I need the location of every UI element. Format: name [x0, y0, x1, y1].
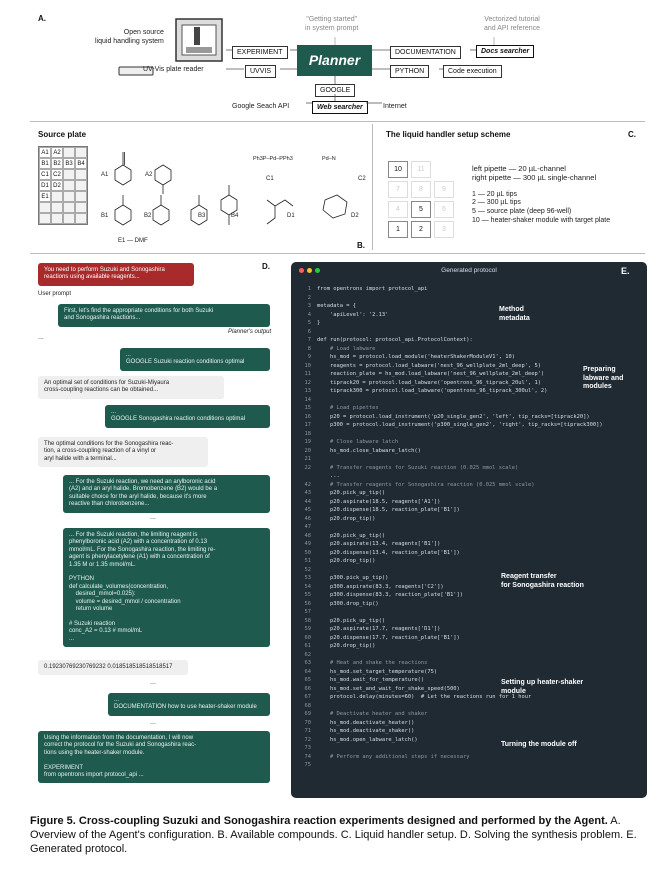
code-line [297, 651, 645, 660]
ellipsis: ... [150, 719, 156, 726]
well: B4 [75, 158, 87, 169]
compound-b2: B2 [144, 213, 152, 219]
well: C1 [39, 169, 51, 180]
code-line [297, 345, 645, 354]
google-sonogashira-message: ... GOOGLE Sonogashira reaction conditions optimal [105, 405, 270, 428]
line-number: 3 [307, 303, 311, 309]
getting-started-label: "Getting started" in system prompt [305, 16, 359, 32]
suzuki-result-message: An optimal set of conditions for Suzuki-Miyaura cross-coupling reactions can be obtained... [38, 376, 224, 399]
line-number: 57 [304, 609, 311, 615]
code-text: tiprack300 = protocol.load_labware('opentrons_96_tiprack_300ul', 2) [317, 388, 548, 394]
well: E1 [39, 191, 51, 202]
code-line [297, 540, 645, 549]
planner-message: First, let's find the appropriate conditions for both Suzuki and Sonogashira reactions... [58, 304, 270, 327]
line-number: 66 [304, 685, 311, 692]
legend-2: 2 — 300 µL tips [472, 199, 521, 206]
vectorized-label: Vectorized tutorial and API reference [484, 16, 541, 32]
divider-top [30, 121, 645, 122]
line-number: 69 [304, 711, 311, 717]
code-text: p20.drop_tip() [317, 558, 376, 564]
line-number: 49 [304, 541, 311, 547]
code-line [297, 498, 645, 507]
line-number: 51 [304, 558, 311, 564]
deck-slot: 6 [434, 201, 454, 218]
code-line [297, 583, 645, 592]
compound-a2: A2 [145, 172, 153, 178]
code-text: p20.dispense(17.7, reaction_plate['B1']) [317, 634, 460, 641]
code-text: # Transfer reagents for Sonogashira reaction (0.025 mmol scale) [317, 481, 535, 488]
well [75, 147, 87, 158]
line-number: 58 [304, 617, 311, 624]
ellipsis: ... [150, 679, 156, 686]
code-line [297, 685, 645, 694]
line-number: 55 [304, 592, 311, 598]
code-text: tiprack20 = protocol.load_labware('opentrons_96_tiprack_20ul', 1) [317, 379, 541, 386]
deck-slot: 8 [411, 181, 431, 198]
panel-b-label: B. [357, 241, 365, 250]
figure-caption [30, 814, 645, 856]
code-text: p20.drop_tip() [317, 643, 376, 649]
code-line [297, 285, 645, 294]
liquid-handler-illustration [174, 17, 226, 65]
compound-a1: A1 [101, 172, 109, 178]
code-text: hs_mod.open_labware_latch() [317, 736, 418, 743]
planner-box: Planner [297, 45, 372, 76]
line-number: 54 [304, 583, 311, 590]
line-number: 44 [304, 498, 311, 505]
code-window-title: Generated protocol [441, 267, 497, 274]
line-number: 74 [304, 753, 311, 760]
google-api-label: Google Seach API [232, 103, 290, 110]
code-text: hs_mod.close_labware_latch() [317, 447, 421, 454]
panel-e-label: E. [621, 266, 630, 276]
code-line [297, 668, 645, 677]
code-window-header [291, 262, 647, 279]
code-execution-box: Code execution [443, 65, 502, 78]
code-line [297, 761, 645, 770]
line-number: 1 [307, 286, 311, 292]
divider-bc [372, 124, 373, 250]
line-number: 61 [304, 643, 311, 649]
plate-reader-label: UV-Vis plate reader [143, 66, 204, 73]
line-number: 16 [304, 413, 311, 420]
code-text: # Load pipettes [317, 405, 379, 411]
line-number: 71 [304, 728, 311, 734]
line-number: 65 [304, 677, 311, 683]
code-line [297, 404, 645, 413]
well [75, 169, 87, 180]
code-text: p300 = protocol.load_instrument('p300_single_gen2', 'right', tip_racks=[tiprack300]) [317, 422, 603, 428]
ellipsis: ... [150, 514, 156, 521]
python-output-message: 0.19230769230769232 0.018518518518518517 [38, 660, 188, 675]
line-number: 21 [304, 456, 311, 462]
code-line [297, 693, 645, 702]
code-line [297, 600, 645, 609]
compound-d1: D1 [287, 213, 295, 219]
code-text: p20.aspirate(13.4, reagents['B1']) [317, 541, 441, 547]
code-text: p20 = protocol.load_instrument('p20_single_gen2', 'left', tip_racks=[tiprack20]) [317, 413, 590, 420]
code-text: from opentrons import protocol_api [317, 286, 428, 292]
well [63, 180, 75, 191]
code-line [297, 574, 645, 583]
line-number: 50 [304, 549, 311, 556]
code-text: p300.aspirate(83.3, reagents['C2']) [317, 583, 444, 590]
code-line [297, 753, 645, 762]
code-text: p20.aspirate(18.5, reagents['A1']) [317, 498, 441, 505]
code-line [297, 557, 645, 566]
deck-slot: 7 [388, 181, 408, 198]
code-text: reaction_plate = hs_mod.load_labware('nest_96_wellplate_2ml_deep') [317, 371, 545, 377]
code-line [297, 319, 645, 328]
line-number: 20 [304, 447, 311, 454]
line-number: 59 [304, 626, 311, 632]
reagent-choice-message: ... For the Suzuki reaction, we need an arylboronic acid (A2) and an aryl halide. Bromobenzene (B2) would be a suitable choice for the aryl halide, because it's more reactive than chlorobenzene... [63, 475, 270, 513]
code-text: # Close labware latch [317, 439, 399, 445]
code-line [297, 702, 645, 711]
deck-slot: 1 [388, 221, 408, 238]
compound-c2: C2 [358, 176, 366, 182]
line-number: 15 [304, 405, 311, 411]
code-text: # Deactivate heater and shaker [317, 711, 428, 717]
code-text: protocol.delay(minutes=60) # Let the reactions run for 1 hour [317, 694, 532, 700]
deck-slot: 4 [388, 201, 408, 218]
line-number: 46 [304, 515, 311, 522]
code-text: # Heat and shake the reactions [317, 660, 428, 666]
line-number: 12 [304, 379, 311, 386]
code-text: metadata = { [317, 303, 356, 309]
code-line [297, 472, 645, 481]
code-line [297, 676, 645, 685]
code-line [297, 421, 645, 430]
right-pipette: right pipette — 300 µL single-channel [472, 173, 597, 182]
code-text: ... [317, 473, 340, 479]
line-number: 14 [304, 396, 311, 403]
source-plate-grid [38, 146, 88, 225]
line-number: 45 [304, 507, 311, 513]
code-text: p300.pick_up_tip() [317, 575, 389, 581]
code-text: # Transfer reagents for Suzuki reaction (0.025 mmol scale) [317, 464, 519, 471]
code-line [297, 659, 645, 668]
compound-d2: D2 [351, 213, 359, 219]
python-box: PYTHON [390, 65, 429, 78]
sonogashira-result-message: The optimal conditions for the Sonogashira reac- tion, a cross-coupling reaction of a vinyl or aryl halide with a terminal... [38, 437, 208, 467]
planner-output-label: Planner's output [228, 329, 272, 335]
system-label: Open source liquid handling system [95, 29, 164, 45]
line-number: 42 [304, 481, 311, 488]
well: C2 [51, 169, 63, 180]
legend-10: 10 — heater-shaker module with target plate [472, 217, 611, 224]
deck-slot: 11 [411, 161, 431, 178]
code-line [297, 566, 645, 575]
source-plate-title: Source plate [38, 130, 87, 139]
line-number: 2 [307, 294, 311, 301]
code-line [297, 438, 645, 447]
solvent-label: E1 — DMF [118, 238, 148, 244]
docs-searcher-box: Docs searcher [476, 45, 534, 58]
code-text: hs_mod.set_target_temperature(75) [317, 668, 438, 675]
line-number: 11 [304, 371, 311, 377]
deck-layout [388, 161, 454, 238]
compound-b1: B1 [101, 213, 109, 219]
code-line [297, 617, 645, 626]
line-number: 70 [304, 719, 311, 726]
code-line [297, 464, 645, 473]
code-text: p20.aspirate(17.7, reagents['D1']) [317, 626, 441, 632]
line-number: 10 [304, 362, 311, 369]
well [63, 169, 75, 180]
well [75, 191, 87, 202]
code-text: # Load labware [317, 345, 376, 352]
line-number: 4 [307, 311, 311, 318]
web-searcher-box: Web searcher [312, 101, 368, 114]
line-number: 68 [304, 702, 311, 709]
annotation-labware: Preparing labware and modules [583, 366, 624, 390]
annotation-heater-shaker: Setting up heater-shaker module [501, 679, 584, 695]
line-number: 53 [304, 575, 311, 581]
panel-d-label: D. [262, 262, 270, 271]
internet-label: Internet [383, 103, 407, 110]
python-calc-message: ... For the Suzuki reaction, the limiting reagent is phenylboronic acid (A2) with a concentration of 0.13 mmol/mL. For the Sonogashira reaction, the limiting re- agent is phenylacetylene (A1) with a concentration of 1.35 M or 1.35 mmol/mL. PYTHON def calculate_volumes(concentration, desired_mmol=0.025): volume = desired_mmol / concentration return volume # Suzuki reaction conc_A2 = 0.13 # mmol/mL ... [63, 528, 270, 647]
well: A1 [39, 147, 51, 158]
documentation-message: ... DOCUMENTATION how to use heater-shaker module [108, 693, 270, 716]
code-text: p20.dispense(13.4, reaction_plate['B1']) [317, 549, 460, 556]
code-text: def run(protocol: protocol_api.ProtocolContext): [317, 337, 473, 343]
code-line [297, 413, 645, 422]
line-number: 17 [304, 422, 311, 428]
code-line [297, 489, 645, 498]
line-number: 73 [304, 745, 311, 751]
compound-b3: B3 [198, 213, 206, 219]
deck-slot: 9 [434, 181, 454, 198]
well: B2 [51, 158, 63, 169]
line-number: 7 [307, 337, 311, 343]
well [51, 191, 63, 202]
well: B3 [63, 158, 75, 169]
ellipsis: ... [38, 334, 44, 341]
documentation-box: DOCUMENTATION [390, 46, 461, 59]
line-number: 60 [304, 634, 311, 641]
code-text: reagents = protocol.load_labware('nest_96_wellplate_2ml_deep', 5) [317, 362, 541, 369]
code-text: p20.pick_up_tip() [317, 532, 386, 539]
code-text: hs_mod.wait_for_temperature() [317, 677, 425, 683]
deck-slot: 2 [411, 221, 431, 238]
line-number: 52 [304, 566, 311, 573]
deck-slot: 10 [388, 161, 408, 178]
compound-structures [95, 140, 365, 240]
code-text: p20.dispense(18.5, reaction_plate['B1']) [317, 507, 460, 513]
code-line [297, 591, 645, 600]
well: A2 [51, 147, 63, 158]
code-window [291, 262, 647, 798]
code-line [297, 396, 645, 405]
line-number: 22 [304, 464, 311, 471]
line-number: 13 [304, 388, 311, 394]
uvvis-box: UVVIS [245, 65, 276, 78]
code-lines [297, 285, 645, 770]
code-line [297, 481, 645, 490]
user-prompt-label: User prompt [38, 291, 72, 297]
left-pipette: left pipette — 20 µL-channel [472, 164, 566, 173]
code-line [297, 549, 645, 558]
panel-c-label: C. [628, 130, 636, 139]
deck-slot: 3 [434, 221, 454, 238]
code-line [297, 447, 645, 456]
code-line [297, 328, 645, 337]
code-line [297, 336, 645, 345]
code-line [297, 523, 645, 532]
code-line [297, 710, 645, 719]
code-line [297, 455, 645, 464]
final-protocol-message: Using the information from the documentation, I will now correct the protocol for the Suzuki and Sonogashira reac- tions using the heater-shaker module. EXPERIMENT from opentrons import protocol_api ... [38, 731, 270, 783]
setup-title: The liquid handler setup scheme [386, 130, 511, 139]
code-line [297, 744, 645, 753]
line-number: 64 [304, 668, 311, 675]
google-suzuki-message: ... GOOGLE Suzuki reaction conditions optimal [120, 348, 270, 371]
code-text: p300.dispense(83.3, reaction_plate['B1']) [317, 592, 464, 598]
legend-5: 5 — source plate (deep 96-well) [472, 208, 572, 215]
line-number: 5 [307, 320, 311, 326]
annotation-metadata: Method metadata [499, 306, 530, 322]
caption-rest: A. Overview of the Agent's configuration. B. Available compounds. C. Liquid handler setup. D. Solving the synthesis problem. E. Generated protocol. [30, 815, 637, 855]
code-line [297, 736, 645, 745]
line-number: 75 [304, 762, 311, 768]
google-box: GOOGLE [315, 84, 355, 97]
line-number: 63 [304, 660, 311, 666]
code-text: p20.drop_tip() [317, 515, 376, 522]
code-line [297, 727, 645, 736]
well [63, 191, 75, 202]
code-text: 'apiLevel': '2.13' [317, 311, 389, 318]
line-number: 6 [307, 328, 311, 335]
code-line [297, 353, 645, 362]
line-number: 72 [304, 736, 311, 743]
line-number: 56 [304, 600, 311, 607]
panel-a-label: A. [38, 14, 46, 23]
line-number: 47 [304, 524, 311, 530]
code-text: hs_mod.deactivate_shaker() [317, 728, 415, 734]
well [75, 180, 87, 191]
line-number: 67 [304, 694, 311, 700]
code-line [297, 634, 645, 643]
legend-1: 1 — 20 µL tips [472, 191, 518, 198]
code-text: hs_mod.deactivate_heater() [317, 719, 415, 726]
panel-a-arrows [226, 30, 546, 110]
code-line [297, 302, 645, 311]
line-number: 8 [307, 345, 311, 352]
well [63, 147, 75, 158]
code-text: p20.pick_up_tip() [317, 490, 386, 496]
code-line [297, 294, 645, 303]
code-line [297, 608, 645, 617]
code-line [297, 642, 645, 651]
code-line [297, 719, 645, 728]
annotation-reagent-transfer: Reagent transfer for Sonogashira reaction [501, 573, 584, 589]
code-line [297, 311, 645, 320]
well: D2 [51, 180, 63, 191]
code-line [297, 515, 645, 524]
deck-slot: 5 [411, 201, 431, 218]
c2-formula: Pd–N [322, 156, 336, 162]
code-text: # Perform any additional steps if necessary [317, 753, 470, 760]
code-text: hs_mod = protocol.load_module('heaterShakerModuleV1', 10) [317, 354, 515, 360]
experiment-box: EXPERIMENT [232, 46, 288, 59]
compound-c1: C1 [266, 176, 274, 182]
caption-bold: Figure 5. Cross-coupling Suzuki and Sonogashira reaction experiments designed and performed by the Agent. [30, 815, 608, 827]
line-number: 9 [307, 354, 311, 360]
line-number: 62 [304, 651, 311, 658]
line-number: 43 [304, 490, 311, 496]
compound-b4: B4 [231, 213, 239, 219]
code-text: p20.pick_up_tip() [317, 617, 386, 624]
code-text: } [317, 320, 321, 326]
line-number: 18 [304, 430, 311, 437]
line-number: 19 [304, 439, 311, 445]
code-line [297, 625, 645, 634]
divider-mid [30, 253, 645, 254]
code-line [297, 430, 645, 439]
code-line [297, 506, 645, 515]
line-number: 48 [304, 532, 311, 539]
c1-formula: Ph3P–Pd–PPh3 [253, 156, 293, 162]
well: B1 [39, 158, 51, 169]
annotation-turn-off: Turning the module off [501, 741, 577, 748]
well: D1 [39, 180, 51, 191]
code-line [297, 532, 645, 541]
code-text: p300.drop_tip() [317, 600, 379, 607]
user-prompt-message: You need to perform Suzuki and Sonogashira reactions using available reagents... [38, 263, 194, 286]
code-text: hs_mod.set_and_wait_for_shake_speed(500) [317, 685, 460, 692]
